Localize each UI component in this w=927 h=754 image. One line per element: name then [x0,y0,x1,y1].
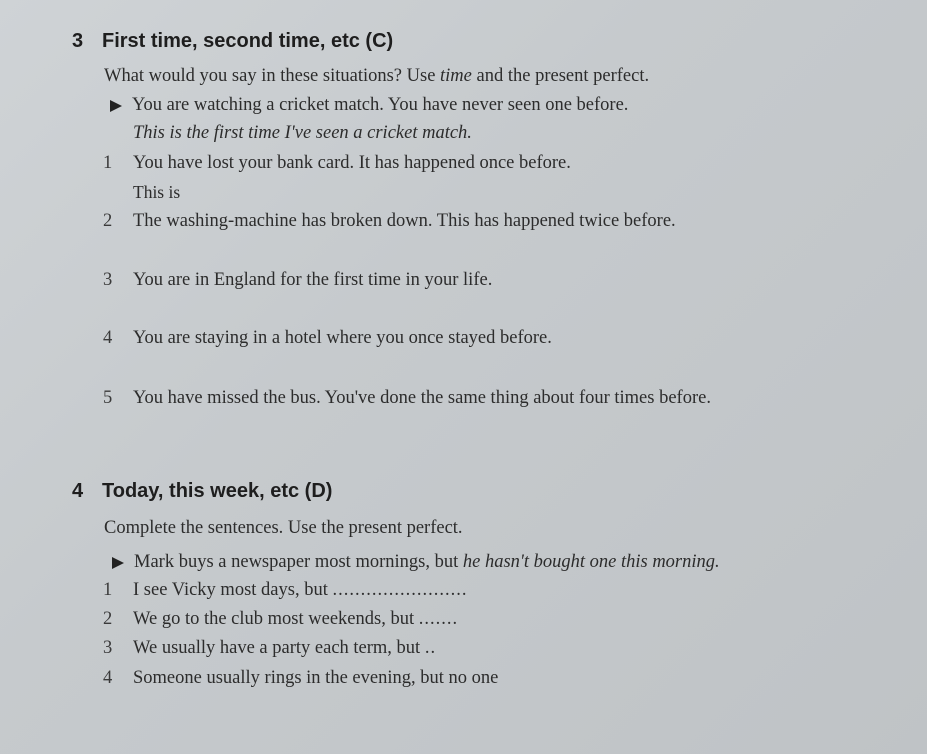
item-text: You are staying in a hotel where you once stayed before. [133,328,552,348]
example-text: Mark buys a newspaper most mornings, but [134,552,463,572]
section-4-example [112,552,720,573]
section-4-instruction: Complete the sentences. Use the present perfect. [104,518,463,538]
section-3-item-4 [103,328,552,349]
item-number: 2 [103,609,113,629]
item-text: Someone usually rings in the evening, but no one [133,668,499,688]
item-number: 1 [103,580,113,600]
item-number: 4 [103,328,113,348]
section-3-example-answer: This is the first time I've seen a cricket match. [133,123,472,143]
example-answer: he hasn't bought one this morning. [462,552,720,572]
item-number: 3 [103,638,113,658]
item-text: You have lost your bank card. It has happened once before. [133,153,571,173]
section-3-title: First time, second time, etc (C) [102,30,394,52]
instruction-emphasis: time [440,66,472,86]
example-text: You are watching a cricket match. You have never seen one before. [132,95,629,115]
arrow-icon [110,100,122,112]
section-4-item-2 [103,609,458,630]
section-3-item-5 [103,388,711,409]
item-number: 3 [103,270,113,290]
section-4-item-1 [103,580,467,601]
section-4-item-4 [103,668,498,689]
instruction-text-a: What would you say in these situations? Use [104,66,441,86]
item-text: We go to the club most weekends, but [133,609,415,629]
item-number: 1 [103,153,113,173]
section-3-number: 3 [72,30,84,52]
section-3-instruction [104,66,649,87]
section-4-number: 4 [72,480,84,502]
item-text: You are in England for the first time in your life. [133,270,493,290]
instruction-text-b: and the present perfect. [471,66,650,86]
answer-blank[interactable]: ....... [418,609,459,629]
section-3-example [110,95,628,116]
item-text: We usually have a party each term, but [133,638,421,658]
section-3-heading [72,30,393,53]
item-number: 2 [103,211,113,231]
item-number: 5 [103,388,113,408]
section-4-heading [72,480,332,503]
section-4-item-3 [103,638,436,659]
item-text: I see Vicky most days, but [133,580,328,600]
answer-blank[interactable]: ........................ [332,580,468,600]
section-3-item-2 [103,211,676,232]
item-text: The washing-machine has broken down. This has happened twice before. [133,211,676,231]
answer-1-handwritten: This is [133,182,181,202]
item-number: 4 [103,668,113,688]
section-4-title: Today, this week, etc (D) [102,480,333,502]
answer-blank[interactable]: .. [424,638,437,658]
arrow-icon [112,557,124,569]
section-3-item-1 [103,153,571,174]
item-text: You have missed the bus. You've done the same thing about four times before. [133,388,711,408]
section-3-item-3 [103,270,492,291]
